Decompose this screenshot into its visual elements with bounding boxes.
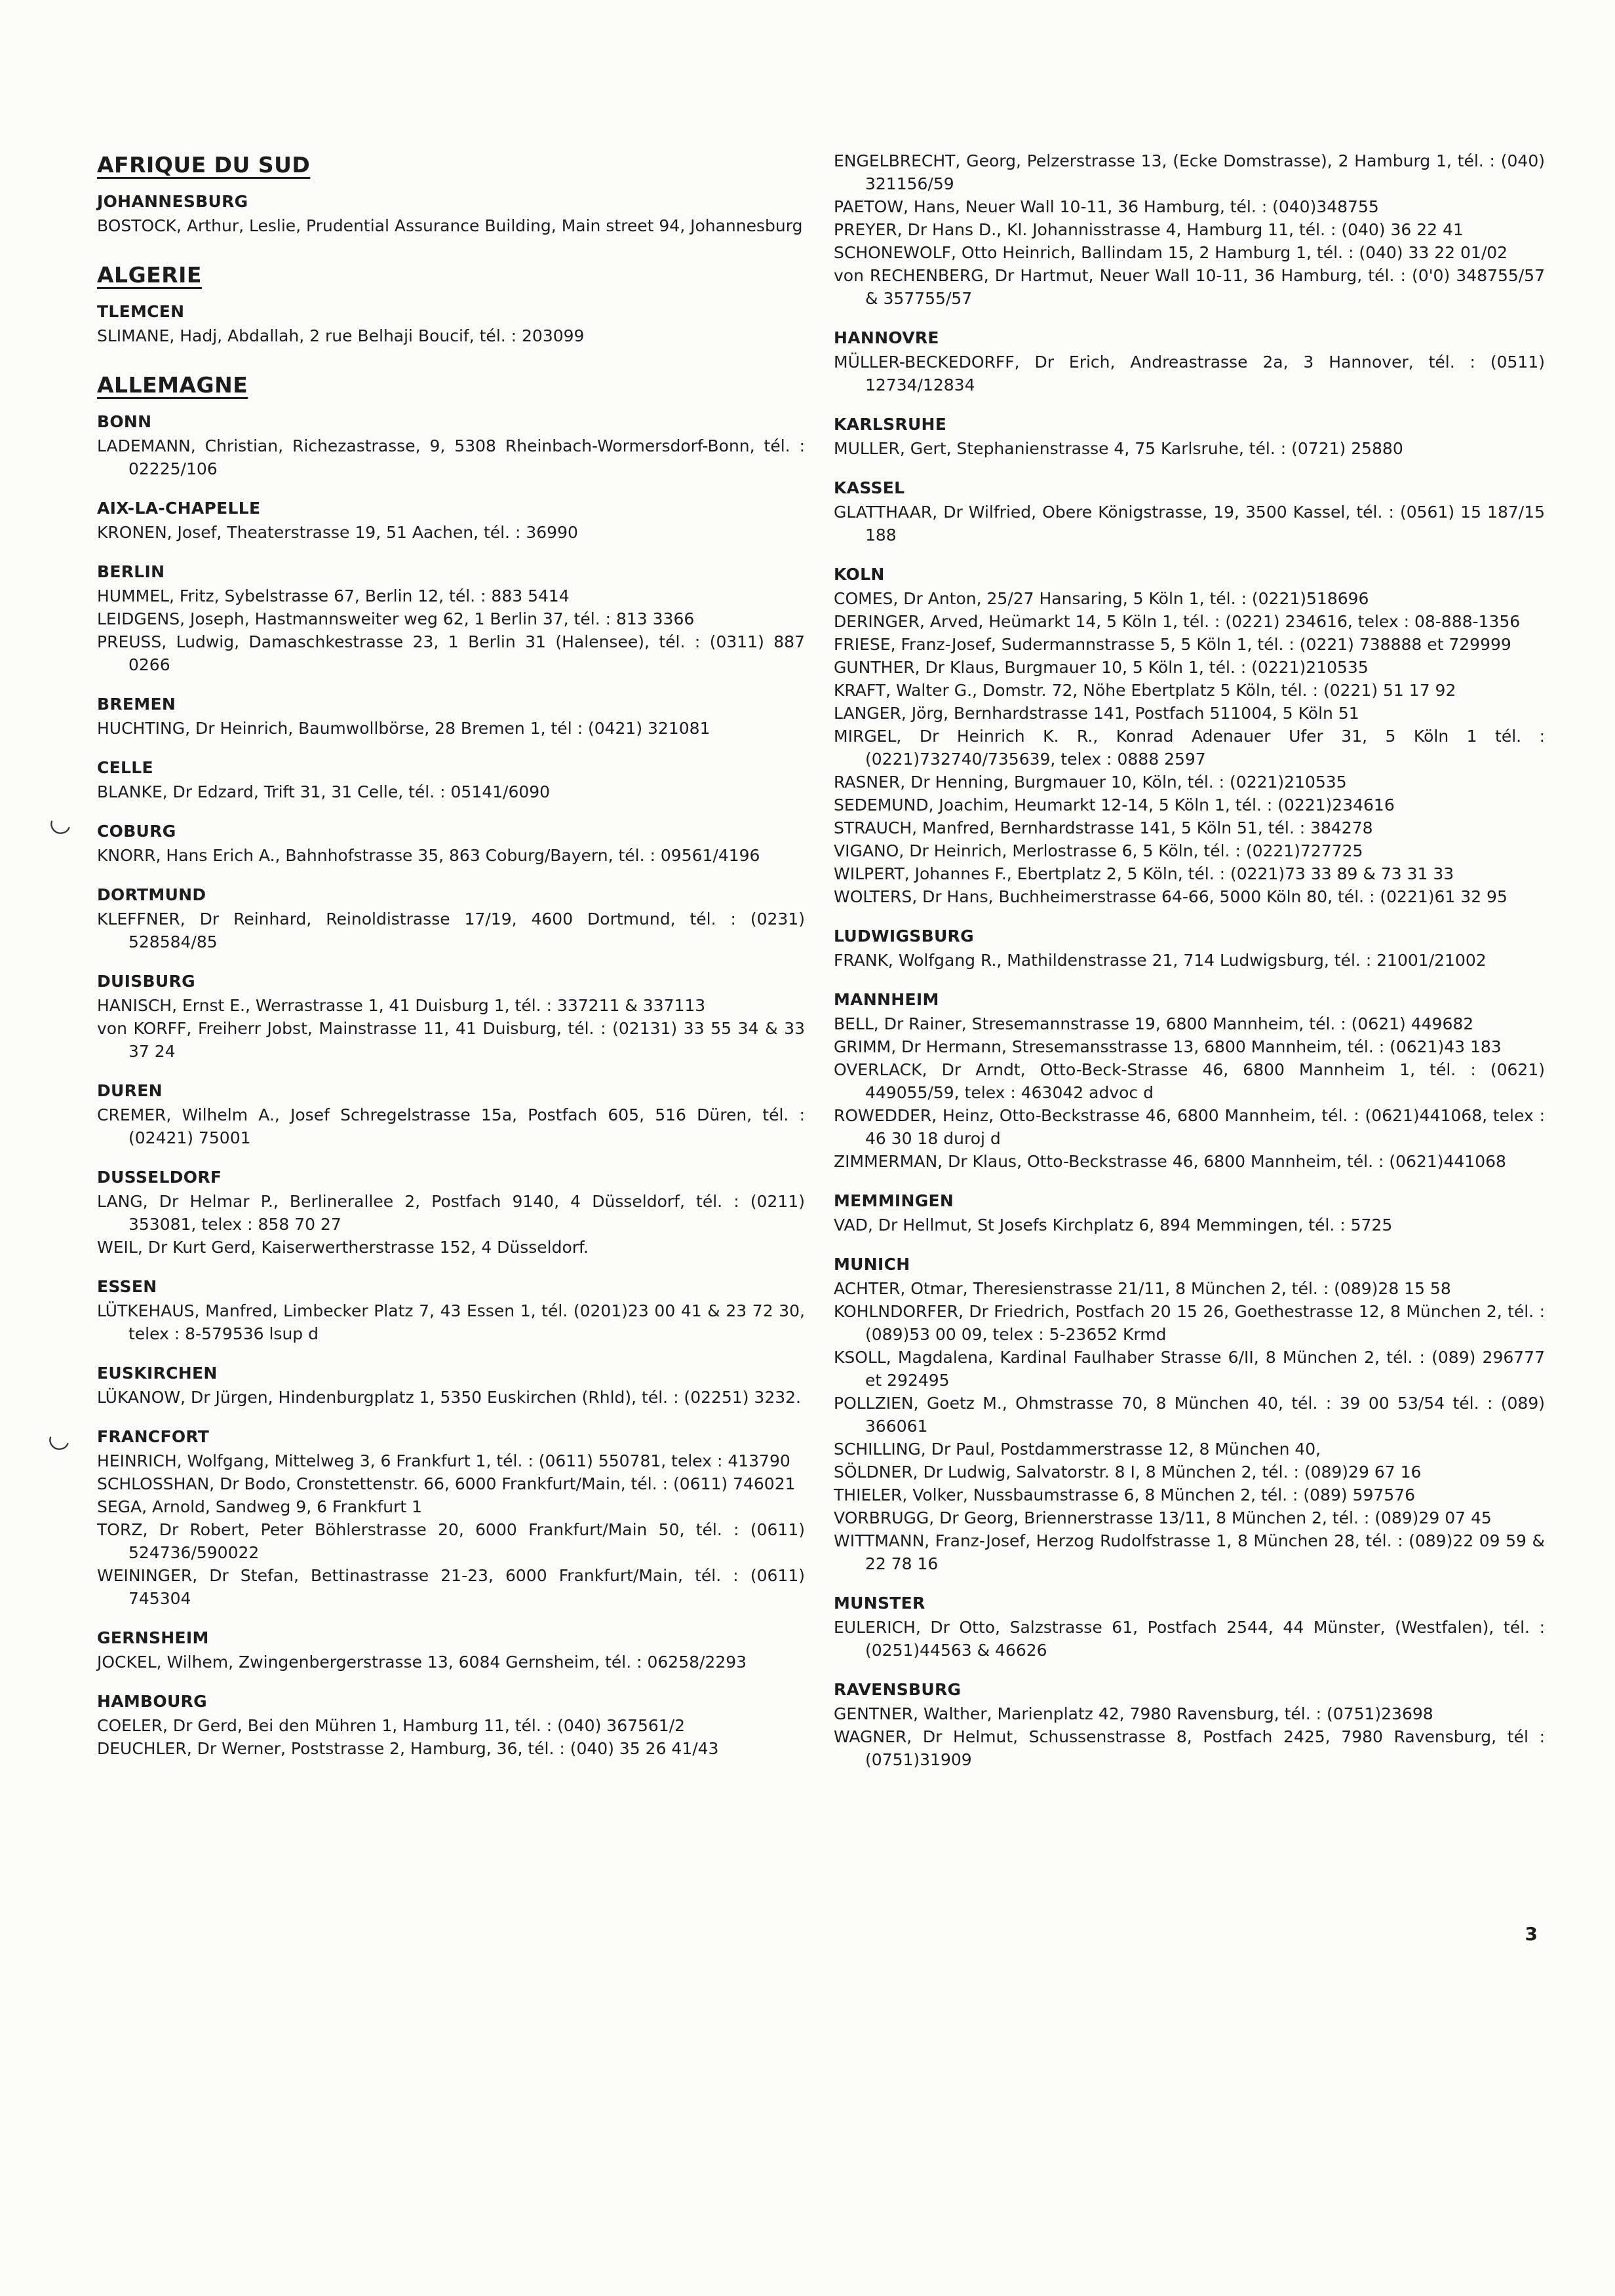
directory-entry: VIGANO, Dr Heinrich, Merlostrasse 6, 5 Köln, tél. : (0221)727725 — [834, 841, 1363, 860]
directory-entry: HUMMEL, Fritz, Sybelstrasse 67, Berlin 12, tél. : 883 5414 — [97, 586, 570, 605]
city-heading: HANNOVRE — [834, 328, 939, 347]
directory-entry: HANISCH, Ernst E., Werrastrasse 1, 41 Duisburg 1, tél. : 337211 & 337113 — [97, 996, 706, 1015]
directory-entry: BELL, Dr Rainer, Stresemannstrasse 19, 6800 Mannheim, tél. : (0621) 449682 — [834, 1014, 1474, 1033]
directory-entry: ENGELBRECHT, Georg, Pelzerstrasse 13, (Ecke Domstrasse), 2 Hamburg 1, tél. : (040) 321156/59 — [834, 151, 1545, 193]
city-heading: ESSEN — [97, 1277, 157, 1296]
directory-entry: VORBRUGG, Dr Georg, Briennerstrasse 13/11, 8 München 2, tél. : (089)29 07 45 — [834, 1508, 1492, 1527]
directory-entry: KSOLL, Magdalena, Kardinal Faulhaber Strasse 6/II, 8 München 2, tél. : (089) 296777 et 292495 — [834, 1348, 1545, 1390]
directory-entry: LÜTKEHAUS, Manfred, Limbecker Platz 7, 43 Essen 1, tél. (0201)23 00 41 & 23 72 30, telex : 8-579536 lsup d — [97, 1301, 805, 1343]
directory-entry: WOLTERS, Dr Hans, Buchheimerstrasse 64-66, 5000 Köln 80, tél. : (0221)61 32 95 — [834, 887, 1508, 906]
directory-entry: LANG, Dr Helmar P., Berlinerallee 2, Postfach 9140, 4 Düsseldorf, tél. : (0211) 353081, telex : 858 70 27 — [97, 1192, 805, 1234]
directory-entry: GUNTHER, Dr Klaus, Burgmauer 10, 5 Köln 1, tél. : (0221)210535 — [834, 658, 1369, 677]
city-heading: KARLSRUHE — [834, 415, 947, 434]
directory-entry: SÖLDNER, Dr Ludwig, Salvatorstr. 8 I, 8 München 2, tél. : (089)29 67 16 — [834, 1463, 1422, 1482]
directory-entry: FRIESE, Franz-Josef, Sudermannstrasse 5, 5 Köln 1, tél. : (0221) 738888 et 729999 — [834, 635, 1511, 654]
directory-entry: von KORFF, Freiherr Jobst, Mainstrasse 11, 41 Duisburg, tél. : (02131) 33 55 34 & 33 37 24 — [97, 1019, 805, 1061]
country-heading: AFRIQUE DU SUD — [97, 152, 311, 178]
city-heading: MEMMINGEN — [834, 1191, 954, 1210]
directory-entry: CREMER, Wilhelm A., Josef Schregelstrasse 15a, Postfach 605, 516 Düren, tél. : (02421) 75001 — [97, 1105, 805, 1147]
city-heading: TLEMCEN — [97, 302, 185, 321]
city-heading: EUSKIRCHEN — [97, 1364, 218, 1383]
directory-entry: von RECHENBERG, Dr Hartmut, Neuer Wall 10-11, 36 Hamburg, tél. : (0'0) 348755/57 & 357755/57 — [834, 266, 1545, 308]
directory-entry: OVERLACK, Dr Arndt, Otto-Beck-Strasse 46, 6800 Mannheim 1, tél. : (0621) 449055/59, telex : 463042 advoc d — [834, 1060, 1545, 1102]
directory-entry: HEINRICH, Wolfgang, Mittelweg 3, 6 Frankfurt 1, tél. : (0611) 550781, telex : 413790 — [97, 1451, 790, 1470]
directory-entry: SCHLOSSHAN, Dr Bodo, Cronstettenstr. 66, 6000 Frankfurt/Main, tél. : (0611) 746021 — [97, 1474, 796, 1493]
city-heading: MANNHEIM — [834, 990, 939, 1009]
city-heading: DUISBURG — [97, 972, 195, 991]
city-heading: HAMBOURG — [97, 1692, 207, 1711]
directory-entry: MIRGEL, Dr Heinrich K. R., Konrad Adenauer Ufer 31, 5 Köln 1 tél. : (0221)732740/735639, telex : 0888 2597 — [834, 727, 1545, 769]
directory-entry: SLIMANE, Hadj, Abdallah, 2 rue Belhaji Boucif, tél. : 203099 — [97, 326, 585, 345]
directory-entry: FRANK, Wolfgang R., Mathildenstrasse 21, 714 Ludwigsburg, tél. : 21001/21002 — [834, 951, 1487, 970]
city-heading: CELLE — [97, 758, 153, 777]
city-heading: GERNSHEIM — [97, 1628, 209, 1647]
city-heading: AIX-LA-CHAPELLE — [97, 499, 261, 518]
country-section — [97, 372, 805, 1760]
country-section — [97, 262, 805, 347]
page-number: 3 — [1525, 1923, 1538, 1945]
directory-entry: ACHTER, Otmar, Theresienstrasse 21/11, 8 München 2, tél. : (089)28 15 58 — [834, 1279, 1451, 1298]
directory-entry: GRIMM, Dr Hermann, Stresemansstrasse 13, 6800 Mannheim, tél. : (0621)43 183 — [834, 1037, 1502, 1056]
directory-entry: MULLER, Gert, Stephanienstrasse 4, 75 Karlsruhe, tél. : (0721) 25880 — [834, 439, 1403, 458]
directory-entry: EULERICH, Dr Otto, Salzstrasse 61, Postfach 2544, 44 Münster, (Westfalen), tél. : (0251)44563 & 46626 — [834, 1618, 1545, 1660]
city-heading: LUDWIGSBURG — [834, 927, 974, 946]
directory-entry: COELER, Dr Gerd, Bei den Mühren 1, Hamburg 11, tél. : (040) 367561/2 — [97, 1716, 686, 1735]
directory-entry: RASNER, Dr Henning, Burgmauer 10, Köln, tél. : (0221)210535 — [834, 773, 1347, 792]
right-column — [834, 149, 1545, 1771]
directory-entry: HUCHTING, Dr Heinrich, Baumwollbörse, 28 Bremen 1, tél : (0421) 321081 — [97, 719, 710, 738]
city-heading: MUNSTER — [834, 1594, 925, 1613]
directory-entry: THIELER, Volker, Nussbaumstrasse 6, 8 München 2, tél. : (089) 597576 — [834, 1485, 1416, 1504]
directory-entry: TORZ, Dr Robert, Peter Böhlerstrasse 20, 6000 Frankfurt/Main 50, tél. : (0611) 524736/590022 — [97, 1520, 805, 1562]
city-heading: MUNICH — [834, 1255, 910, 1274]
city-heading: DORTMUND — [97, 885, 206, 904]
directory-entry: BLANKE, Dr Edzard, Trift 31, 31 Celle, tél. : 05141/6090 — [97, 782, 551, 801]
city-heading: COBURG — [97, 822, 176, 841]
binder-mark-icon: ◡ — [44, 1420, 76, 1457]
directory-entry: MÜLLER-BECKEDORFF, Dr Erich, Andreastrasse 2a, 3 Hannover, tél. : (0511) 12734/12834 — [834, 353, 1545, 394]
directory-entry: SCHILLING, Dr Paul, Postdammerstrasse 12, 8 München 40, — [834, 1440, 1321, 1459]
directory-entry: WEININGER, Dr Stefan, Bettinastrasse 21-23, 6000 Frankfurt/Main, tél. : (0611) 745304 — [97, 1566, 805, 1608]
city-heading: BERLIN — [97, 562, 165, 581]
country-section — [97, 152, 805, 237]
city-heading: KASSEL — [834, 478, 905, 497]
country-section — [834, 149, 1545, 1771]
directory-entry: DERINGER, Arved, Heümarkt 14, 5 Köln 1, tél. : (0221) 234616, telex : 08-888-1356 — [834, 612, 1521, 631]
left-column — [97, 152, 805, 1760]
directory-entry: LANGER, Jörg, Bernhardstrasse 141, Postfach 511004, 5 Köln 51 — [834, 704, 1359, 723]
directory-entry: ZIMMERMAN, Dr Klaus, Otto-Beckstrasse 46, 6800 Mannheim, tél. : (0621)441068 — [834, 1152, 1506, 1171]
directory-entry: KRAFT, Walter G., Domstr. 72, Nöhe Ebertplatz 5 Köln, tél. : (0221) 51 17 92 — [834, 681, 1456, 700]
city-heading: DUSSELDORF — [97, 1168, 222, 1187]
directory-entry: WEIL, Dr Kurt Gerd, Kaiserwertherstrasse 152, 4 Düsseldorf. — [97, 1238, 589, 1257]
directory-entry: WILPERT, Johannes F., Ebertplatz 2, 5 Köln, tél. : (0221)73 33 89 & 73 31 33 — [834, 864, 1454, 883]
directory-entry: COMES, Dr Anton, 25/27 Hansaring, 5 Köln 1, tél. : (0221)518696 — [834, 589, 1369, 608]
directory-entry: LÜKANOW, Dr Jürgen, Hindenburgplatz 1, 5350 Euskirchen (Rhld), tél. : (02251) 3232. — [97, 1388, 801, 1407]
directory-entry: DEUCHLER, Dr Werner, Poststrasse 2, Hamburg, 36, tél. : (040) 35 26 41/43 — [97, 1739, 719, 1758]
city-heading: KOLN — [834, 565, 885, 584]
directory-entry: BOSTOCK, Arthur, Leslie, Prudential Assurance Building, Main street 94, Johannesburg — [97, 216, 803, 235]
city-heading: BREMEN — [97, 695, 176, 714]
directory-entry: KRONEN, Josef, Theaterstrasse 19, 51 Aachen, tél. : 36990 — [97, 523, 578, 542]
directory-entry: POLLZIEN, Goetz M., Ohmstrasse 70, 8 München 40, tél. : 39 00 53/54 tél. : (089) 366061 — [834, 1394, 1545, 1436]
directory-entry: LEIDGENS, Joseph, Hastmannsweiter weg 62, 1 Berlin 37, tél. : 813 3366 — [97, 609, 695, 628]
directory-entry: PREYER, Dr Hans D., Kl. Johannisstrasse 4, Hamburg 11, tél. : (040) 36 22 41 — [834, 220, 1464, 239]
city-heading: FRANCFORT — [97, 1427, 210, 1446]
city-heading: DUREN — [97, 1081, 163, 1100]
directory-entry: SEDEMUND, Joachim, Heumarkt 12-14, 5 Köln 1, tél. : (0221)234616 — [834, 795, 1395, 814]
directory-entry: LADEMANN, Christian, Richezastrasse, 9, 5308 Rheinbach-Wormersdorf-Bonn, tél. : 02225/106 — [97, 436, 805, 478]
directory-entry: PREUSS, Ludwig, Damaschkestrasse 23, 1 Berlin 31 (Halensee), tél. : (0311) 887 0266 — [97, 632, 805, 674]
directory-entry: WAGNER, Dr Helmut, Schussenstrasse 8, Postfach 2425, 7980 Ravensburg, tél : (0751)31909 — [834, 1727, 1545, 1769]
city-heading: RAVENSBURG — [834, 1680, 962, 1699]
binder-mark-icon: ◡ — [45, 804, 77, 841]
directory-entry: SEGA, Arnold, Sandweg 9, 6 Frankfurt 1 — [97, 1497, 423, 1516]
directory-entry: VAD, Dr Hellmut, St Josefs Kirchplatz 6, 894 Memmingen, tél. : 5725 — [834, 1215, 1393, 1234]
city-heading: BONN — [97, 412, 152, 431]
directory-entry: STRAUCH, Manfred, Bernhardstrasse 141, 5 Köln 51, tél. : 384278 — [834, 818, 1373, 837]
directory-entry: PAETOW, Hans, Neuer Wall 10-11, 36 Hamburg, tél. : (040)348755 — [834, 197, 1379, 216]
directory-entry: KOHLNDORFER, Dr Friedrich, Postfach 20 15 26, Goethestrasse 12, 8 München 2, tél. : (089)53 00 09, telex : 5-23652 Krmd — [834, 1302, 1545, 1344]
country-heading: ALGERIE — [97, 262, 202, 288]
directory-entry: GLATTHAAR, Dr Wilfried, Obere Königstrasse, 19, 3500 Kassel, tél. : (0561) 15 187/15 188 — [834, 503, 1545, 545]
directory-entry: ROWEDDER, Heinz, Otto-Beckstrasse 46, 6800 Mannheim, tél. : (0621)441068, telex : 46 30 18 duroj d — [834, 1106, 1545, 1148]
directory-entry: WITTMANN, Franz-Josef, Herzog Rudolfstrasse 1, 8 München 28, tél. : (089)22 09 59 & 22 78 16 — [834, 1531, 1545, 1573]
directory-entry: JOCKEL, Wilhem, Zwingenbergerstrasse 13, 6084 Gernsheim, tél. : 06258/2293 — [97, 1653, 747, 1672]
directory-entry: GENTNER, Walther, Marienplatz 42, 7980 Ravensburg, tél. : (0751)23698 — [834, 1704, 1433, 1723]
city-heading: JOHANNESBURG — [97, 192, 248, 211]
directory-entry: KLEFFNER, Dr Reinhard, Reinoldistrasse 17/19, 4600 Dortmund, tél. : (0231) 528584/85 — [97, 909, 805, 951]
country-heading: ALLEMAGNE — [97, 372, 248, 398]
directory-entry: SCHONEWOLF, Otto Heinrich, Ballindam 15, 2 Hamburg 1, tél. : (040) 33 22 01/02 — [834, 243, 1508, 262]
directory-entry: KNORR, Hans Erich A., Bahnhofstrasse 35, 863 Coburg/Bayern, tél. : 09561/4196 — [97, 846, 760, 865]
